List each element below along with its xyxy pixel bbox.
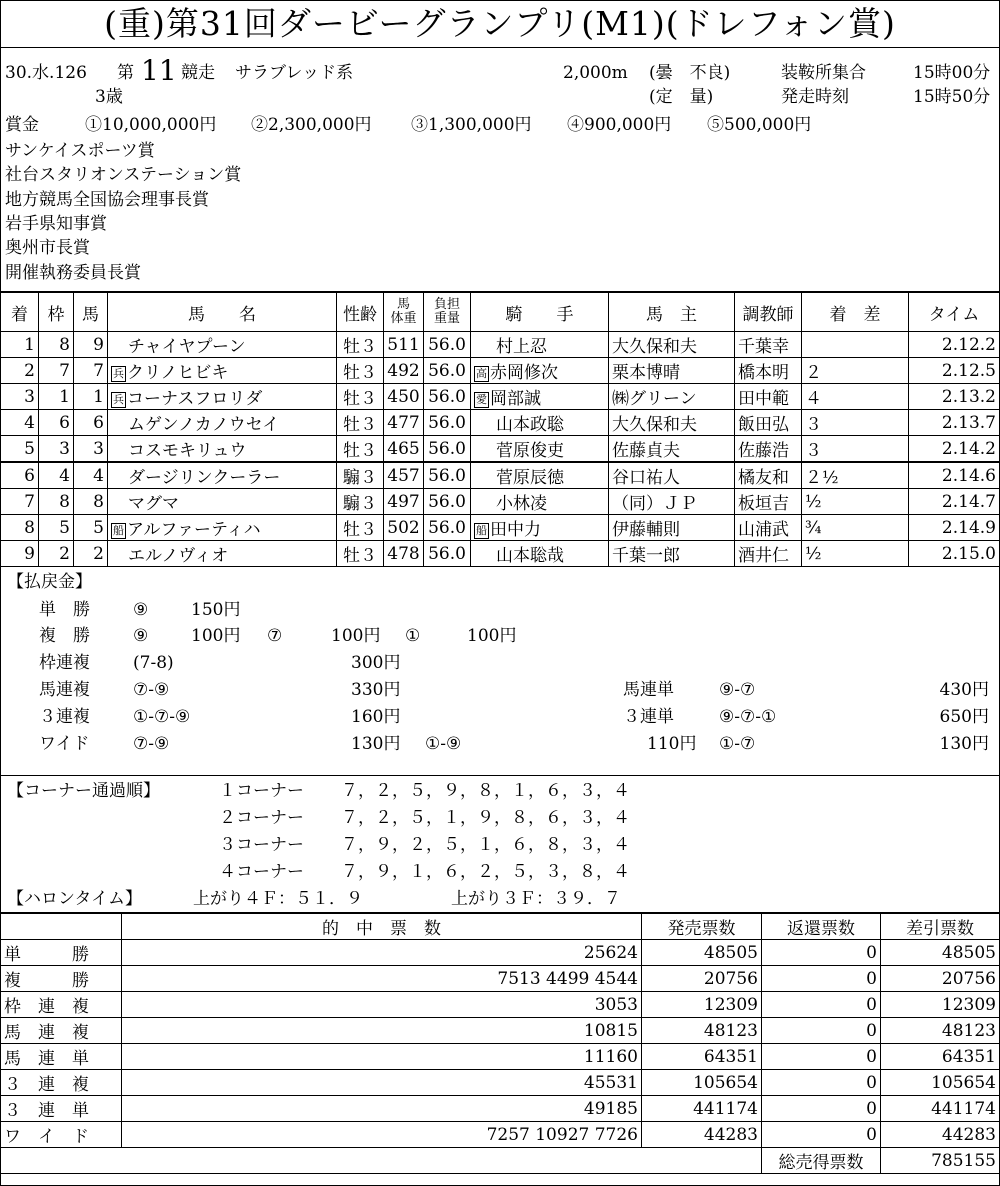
time-cell: 2.13.7	[909, 410, 1000, 436]
weight-cell: 450	[384, 384, 424, 410]
ticket-net-cell: 64351	[881, 1044, 1000, 1070]
margin-cell: ¾	[802, 515, 909, 541]
quinella-label: 馬連複	[39, 680, 90, 700]
header-horse-name: 馬 名	[108, 293, 337, 332]
jockey-name: 村上忍	[496, 337, 547, 357]
trifecta-label: ３連単	[623, 707, 674, 727]
header-horse-no: 馬	[74, 293, 108, 332]
exacta-label: 馬連単	[623, 680, 674, 700]
horse-name: チャイヤプーン	[128, 337, 246, 357]
bracket-quinella-combo: (7-8)	[133, 653, 174, 673]
header-weight-b: 体重	[390, 311, 417, 326]
header-bracket: 枠	[39, 293, 74, 332]
trainer-cell: 橘友和	[735, 462, 802, 489]
ticket-header-blank	[1, 914, 122, 940]
weight-cell: 477	[384, 410, 424, 436]
ticket-row	[1, 966, 1000, 992]
ticket-hit-cell: 7513 4499 4544	[122, 966, 642, 992]
ticket-hit-cell: 11160	[122, 1044, 642, 1070]
wide-combo-3: ①-⑦	[719, 734, 756, 754]
result-row	[1, 515, 1000, 541]
jockey-region-tag: 愛	[476, 393, 487, 406]
ticket-net-cell: 12309	[881, 992, 1000, 1018]
ticket-row	[1, 1122, 1000, 1148]
result-row	[1, 489, 1000, 515]
sex-age-cell: 牡３	[337, 410, 384, 436]
finish-cell: 8	[1, 515, 39, 541]
ticket-total-row	[1, 1148, 1000, 1174]
result-row	[1, 541, 1000, 567]
header-owner: 馬 主	[609, 293, 735, 332]
horse-name-cell	[108, 436, 337, 463]
ticket-refund-cell: 0	[762, 940, 881, 966]
jockey-name: 岡部誠	[490, 389, 541, 409]
horse-no-cell: 6	[74, 410, 108, 436]
jockey-cell	[471, 436, 609, 463]
bracket-cell: 4	[39, 462, 74, 489]
time-cell: 2.14.6	[909, 462, 1000, 489]
header-burden	[424, 293, 471, 332]
ticket-refund-cell: 0	[762, 1122, 881, 1148]
horse-name: アルファーティハ	[127, 520, 261, 540]
horse-no-cell: 8	[74, 489, 108, 515]
trainer-cell: 飯田弘	[735, 410, 802, 436]
finish-cell: 7	[1, 489, 39, 515]
corner-4-order: ７，９，１，６，２，５，３，８，４	[341, 862, 630, 882]
bracket-cell: 2	[39, 541, 74, 567]
start-time: 15時50分	[913, 87, 991, 107]
sex-age-cell: 牡３	[337, 515, 384, 541]
finish-cell: 4	[1, 410, 39, 436]
owner-cell: 千葉一郎	[609, 541, 735, 567]
sex-age-cell: 牡３	[337, 332, 384, 358]
burden-cell: 56.0	[424, 410, 471, 436]
horse-name-cell	[108, 332, 337, 358]
ticket-type-cell: 複 勝	[1, 966, 122, 992]
place-amount-2: 100円	[331, 626, 381, 646]
ticket-header-net: 差引票数	[881, 914, 1000, 940]
header-burden-b: 重量	[433, 311, 460, 326]
wide-amount-1: 130円	[351, 734, 401, 754]
place-amount-3: 100円	[467, 626, 517, 646]
wide-combo-2: ①-⑨	[425, 734, 462, 754]
ticket-hit-cell: 45531	[122, 1070, 642, 1096]
ticket-row	[1, 1070, 1000, 1096]
ticket-type-cell: 馬 連 複	[1, 1018, 122, 1044]
weight-cell: 492	[384, 358, 424, 384]
ticket-hit-cell: 3053	[122, 992, 642, 1018]
ticket-hit-cell: 25624	[122, 940, 642, 966]
ticket-row	[1, 1096, 1000, 1122]
quinella-amount: 330円	[351, 680, 401, 700]
jockey-name: 山本聡哉	[496, 546, 564, 566]
place-combo-1: ⑨	[133, 626, 149, 646]
time-cell: 2.14.9	[909, 515, 1000, 541]
finish-cell: 2	[1, 358, 39, 384]
sex-age-cell: 騸３	[337, 462, 384, 489]
race-suffix: 競走	[181, 63, 215, 83]
horse-no-cell: 2	[74, 541, 108, 567]
ticket-refund-cell: 0	[762, 992, 881, 1018]
corner-4-label: ４コーナー	[219, 862, 304, 882]
ticket-refund-cell: 0	[762, 1096, 881, 1122]
ticket-hit-cell: 49185	[122, 1096, 642, 1122]
burden-cell: 56.0	[424, 462, 471, 489]
place-combo-2: ⑦	[267, 626, 283, 646]
burden-cell: 56.0	[424, 358, 471, 384]
ticket-row	[1, 940, 1000, 966]
ticket-net-cell: 105654	[881, 1070, 1000, 1096]
time-cell: 2.13.2	[909, 384, 1000, 410]
place-amount-1: 100円	[191, 626, 241, 646]
horse-name-cell	[108, 358, 337, 384]
trio-amount: 160円	[351, 707, 401, 727]
finish-cell: 3	[1, 384, 39, 410]
margin-cell: ４	[802, 384, 909, 410]
horse-no-cell: 1	[74, 384, 108, 410]
exacta-amount: 430円	[939, 680, 989, 700]
corner-1-order: ７，２，５，９，８，１，６，３，４	[341, 781, 630, 801]
finish-cell: 5	[1, 436, 39, 463]
region-tag: 船	[113, 524, 124, 537]
weight-cell: 478	[384, 541, 424, 567]
corner-2-order: ７，２，５，１，９，８，６，３，４	[341, 808, 630, 828]
last-4f: 上がり４Ｆ：５１．９	[193, 889, 363, 909]
furlong-heading: 【ハロンタイム】	[7, 889, 142, 909]
last-3f: 上がり３Ｆ：３９．７	[451, 889, 621, 909]
ticket-sold-cell: 44283	[642, 1122, 762, 1148]
bracket-cell: 5	[39, 515, 74, 541]
ticket-type-cell: 馬 連 単	[1, 1044, 122, 1070]
wide-amount-2: 110円	[647, 734, 697, 754]
burden-cell: 56.0	[424, 515, 471, 541]
race-title: (重)第31回ダービーグランプリ(M1)(ドレフォン賞)	[1, 1, 999, 48]
owner-cell: 栗本博晴	[609, 358, 735, 384]
win-combo: ⑨	[133, 600, 149, 620]
trainer-cell: 千葉幸	[735, 332, 802, 358]
weight-rule: (定 量)	[649, 87, 714, 107]
distance: 2,000m	[563, 63, 628, 83]
corner-3-label: ３コーナー	[219, 835, 304, 855]
start-label: 発走時刻	[781, 87, 849, 107]
horse-name: コスモキリュウ	[128, 441, 247, 461]
assembly-label: 装鞍所集合	[781, 63, 866, 83]
time-cell: 2.14.2	[909, 436, 1000, 463]
place-combo-3: ①	[405, 626, 421, 646]
burden-cell: 56.0	[424, 541, 471, 567]
margin-cell: ½	[802, 541, 909, 567]
finish-cell: 1	[1, 332, 39, 358]
horse-name-cell	[108, 462, 337, 489]
ticket-type-cell: ３ 連 単	[1, 1096, 122, 1122]
payout-section	[1, 567, 999, 776]
ticket-header-hit: 的 中 票 数	[122, 914, 642, 940]
prize-1: ①10,000,000円	[85, 115, 217, 135]
sex-age-cell: 牡３	[337, 541, 384, 567]
horse-name-cell	[108, 541, 337, 567]
finish-cell: 9	[1, 541, 39, 567]
ticket-sold-cell: 48505	[642, 940, 762, 966]
result-row	[1, 358, 1000, 384]
burden-cell: 56.0	[424, 332, 471, 358]
region-tag: 兵	[113, 367, 124, 380]
weather-track: (曇 不良)	[649, 63, 731, 83]
jockey-cell	[471, 332, 609, 358]
sex-age-cell: 騸３	[337, 489, 384, 515]
award-3: 地方競馬全国協会理事長賞	[5, 190, 209, 210]
jockey-name: 山本政聡	[496, 415, 564, 435]
bracket-cell: 7	[39, 358, 74, 384]
weight-cell: 502	[384, 515, 424, 541]
burden-cell: 56.0	[424, 384, 471, 410]
race-number: 11	[141, 54, 177, 87]
burden-cell: 56.0	[424, 489, 471, 515]
ticket-sold-cell: 48123	[642, 1018, 762, 1044]
burden-cell: 56.0	[424, 436, 471, 463]
jockey-cell	[471, 462, 609, 489]
finish-cell: 6	[1, 462, 39, 489]
trainer-cell: 田中範	[735, 384, 802, 410]
owner-cell: （同）ＪＰ	[609, 489, 735, 515]
race-prefix: 第	[117, 63, 134, 83]
quinella-combo: ⑦-⑨	[133, 680, 170, 700]
ticket-header-refund: 返還票数	[762, 914, 881, 940]
time-cell: 2.12.2	[909, 332, 1000, 358]
result-row	[1, 462, 1000, 489]
award-5: 奥州市長賞	[5, 238, 90, 258]
horse-name-cell	[108, 489, 337, 515]
header-time: タイム	[909, 293, 1000, 332]
prize-3: ③1,300,000円	[411, 115, 532, 135]
horse-no-cell: 9	[74, 332, 108, 358]
ticket-net-cell: 48505	[881, 940, 1000, 966]
corner-section	[1, 776, 999, 913]
margin-cell: ３	[802, 410, 909, 436]
horse-name: マグマ	[128, 494, 179, 514]
result-row	[1, 410, 1000, 436]
header-sex-age: 性齢	[337, 293, 384, 332]
race-date: 30.水.126	[5, 63, 87, 83]
horse-name: エルノヴィオ	[128, 546, 229, 566]
horse-no-cell: 7	[74, 358, 108, 384]
place-label: 複 勝	[39, 626, 90, 646]
trainer-cell: 板垣吉	[735, 489, 802, 515]
horse-name-cell	[108, 410, 337, 436]
jockey-name: 菅原俊吏	[496, 441, 564, 461]
trainer-cell: 山浦武	[735, 515, 802, 541]
margin-cell: ½	[802, 489, 909, 515]
jockey-name: 小林凌	[496, 494, 547, 514]
ticket-hit-cell: 7257 10927 7726	[122, 1122, 642, 1148]
margin-cell: ２½	[802, 462, 909, 489]
payout-heading: 【払戻金】	[7, 572, 92, 592]
prize-2: ②2,300,000円	[251, 115, 372, 135]
ticket-net-cell: 20756	[881, 966, 1000, 992]
weight-cell: 497	[384, 489, 424, 515]
header-burden-a: 負担	[433, 297, 460, 312]
ticket-sold-cell: 20756	[642, 966, 762, 992]
ticket-type-cell: 枠 連 複	[1, 992, 122, 1018]
jockey-region-tag: 高	[476, 367, 487, 380]
prize-5: ⑤500,000円	[707, 115, 812, 135]
corner-1-label: １コーナー	[219, 781, 304, 801]
ticket-hit-cell: 10815	[122, 1018, 642, 1044]
wide-label: ワイド	[39, 734, 90, 754]
horse-name: クリノヒビキ	[127, 363, 229, 383]
ticket-net-cell: 441174	[881, 1096, 1000, 1122]
result-row	[1, 436, 1000, 463]
jockey-region-tag: 船	[476, 524, 487, 537]
header-weight	[384, 293, 424, 332]
wide-combo-1: ⑦-⑨	[133, 734, 170, 754]
horse-no-cell: 3	[74, 436, 108, 463]
time-cell: 2.12.5	[909, 358, 1000, 384]
ticket-type-cell: ３ 連 複	[1, 1070, 122, 1096]
jockey-name: 赤岡修次	[490, 363, 558, 383]
ticket-row	[1, 992, 1000, 1018]
header-trainer: 調教師	[735, 293, 802, 332]
jockey-name: 菅原辰徳	[496, 468, 564, 488]
weight-cell: 465	[384, 436, 424, 463]
prize-4: ④900,000円	[567, 115, 672, 135]
jockey-cell	[471, 358, 609, 384]
horse-name: ダージリンクーラー	[128, 468, 281, 488]
ticket-table	[0, 913, 1000, 1174]
ticket-net-cell: 44283	[881, 1122, 1000, 1148]
jockey-cell	[471, 515, 609, 541]
sex-age-cell: 牡３	[337, 384, 384, 410]
owner-cell: 谷口祐人	[609, 462, 735, 489]
owner-cell: 大久保和夫	[609, 332, 735, 358]
ticket-header-sold: 発売票数	[642, 914, 762, 940]
bracket-cell: 6	[39, 410, 74, 436]
corner-heading: 【コーナー通過順】	[7, 781, 160, 801]
age-condition: 3歳	[95, 87, 123, 107]
horse-no-cell: 5	[74, 515, 108, 541]
ticket-refund-cell: 0	[762, 1044, 881, 1070]
prize-label: 賞金	[5, 115, 39, 135]
jockey-cell	[471, 541, 609, 567]
ticket-row	[1, 1018, 1000, 1044]
jockey-cell	[471, 489, 609, 515]
result-row	[1, 384, 1000, 410]
weight-cell: 511	[384, 332, 424, 358]
ticket-total-value: 785155	[881, 1148, 1000, 1174]
owner-cell: 佐藤貞夫	[609, 436, 735, 463]
award-4: 岩手県知事賞	[5, 214, 107, 234]
bracket-cell: 8	[39, 489, 74, 515]
horse-name-cell	[108, 384, 337, 410]
result-row	[1, 332, 1000, 358]
exacta-combo: ⑨-⑦	[719, 680, 756, 700]
results-table	[0, 292, 1000, 567]
bracket-cell: 3	[39, 436, 74, 463]
ticket-refund-cell: 0	[762, 1070, 881, 1096]
award-2: 社台スタリオンステーション賞	[5, 165, 242, 185]
bracket-cell: 8	[39, 332, 74, 358]
award-1: サンケイスポーツ賞	[5, 141, 155, 161]
time-cell: 2.14.7	[909, 489, 1000, 515]
horse-name: コーナスフロリダ	[127, 389, 263, 409]
owner-cell: 大久保和夫	[609, 410, 735, 436]
ticket-refund-cell: 0	[762, 966, 881, 992]
ticket-sold-cell: 105654	[642, 1070, 762, 1096]
trainer-cell: 酒井仁	[735, 541, 802, 567]
owner-cell: ㈱グリーン	[609, 384, 735, 410]
owner-cell: 伊藤輔則	[609, 515, 735, 541]
race-info	[1, 48, 999, 292]
margin-cell	[802, 332, 909, 358]
breed: サラブレッド系	[235, 63, 354, 83]
ticket-total-blank	[1, 1148, 762, 1174]
ticket-sold-cell: 64351	[642, 1044, 762, 1070]
bracket-cell: 1	[39, 384, 74, 410]
ticket-refund-cell: 0	[762, 1018, 881, 1044]
header-weight-a: 馬	[396, 297, 410, 312]
margin-cell: ２	[802, 358, 909, 384]
trainer-cell: 橋本明	[735, 358, 802, 384]
horse-name-cell	[108, 515, 337, 541]
jockey-name: 田中力	[490, 520, 541, 540]
bracket-quinella-label: 枠連複	[39, 653, 90, 673]
ticket-sold-cell: 441174	[642, 1096, 762, 1122]
wide-amount-3: 130円	[939, 734, 989, 754]
region-tag: 兵	[113, 393, 124, 406]
ticket-type-cell: ワ イ ド	[1, 1122, 122, 1148]
ticket-row	[1, 1044, 1000, 1070]
trifecta-combo: ⑨-⑦-①	[719, 707, 777, 727]
award-6: 開催執務委員長賞	[5, 263, 141, 283]
time-cell: 2.15.0	[909, 541, 1000, 567]
header-jockey: 騎 手	[471, 293, 609, 332]
trio-combo: ①-⑦-⑨	[133, 707, 191, 727]
trainer-cell: 佐藤浩	[735, 436, 802, 463]
trifecta-amount: 650円	[939, 707, 989, 727]
margin-cell: ３	[802, 436, 909, 463]
corner-2-label: ２コーナー	[219, 808, 304, 828]
win-label: 単 勝	[39, 600, 90, 620]
jockey-cell	[471, 384, 609, 410]
horse-name: ムゲンノカノウセイ	[128, 415, 280, 435]
ticket-net-cell: 48123	[881, 1018, 1000, 1044]
assembly-time: 15時00分	[913, 63, 991, 83]
header-finish: 着	[1, 293, 39, 332]
weight-cell: 457	[384, 462, 424, 489]
sex-age-cell: 牡３	[337, 358, 384, 384]
bracket-quinella-amount: 300円	[351, 653, 401, 673]
ticket-sold-cell: 12309	[642, 992, 762, 1018]
corner-3-order: ７，９，２，５，１，６，８，３，４	[341, 835, 630, 855]
jockey-cell	[471, 410, 609, 436]
header-margin: 着 差	[802, 293, 909, 332]
trio-label: ３連複	[39, 707, 90, 727]
ticket-type-cell: 単 勝	[1, 940, 122, 966]
ticket-total-label: 総売得票数	[762, 1148, 881, 1174]
horse-no-cell: 4	[74, 462, 108, 489]
sex-age-cell: 牡３	[337, 436, 384, 463]
win-amount: 150円	[191, 600, 241, 620]
